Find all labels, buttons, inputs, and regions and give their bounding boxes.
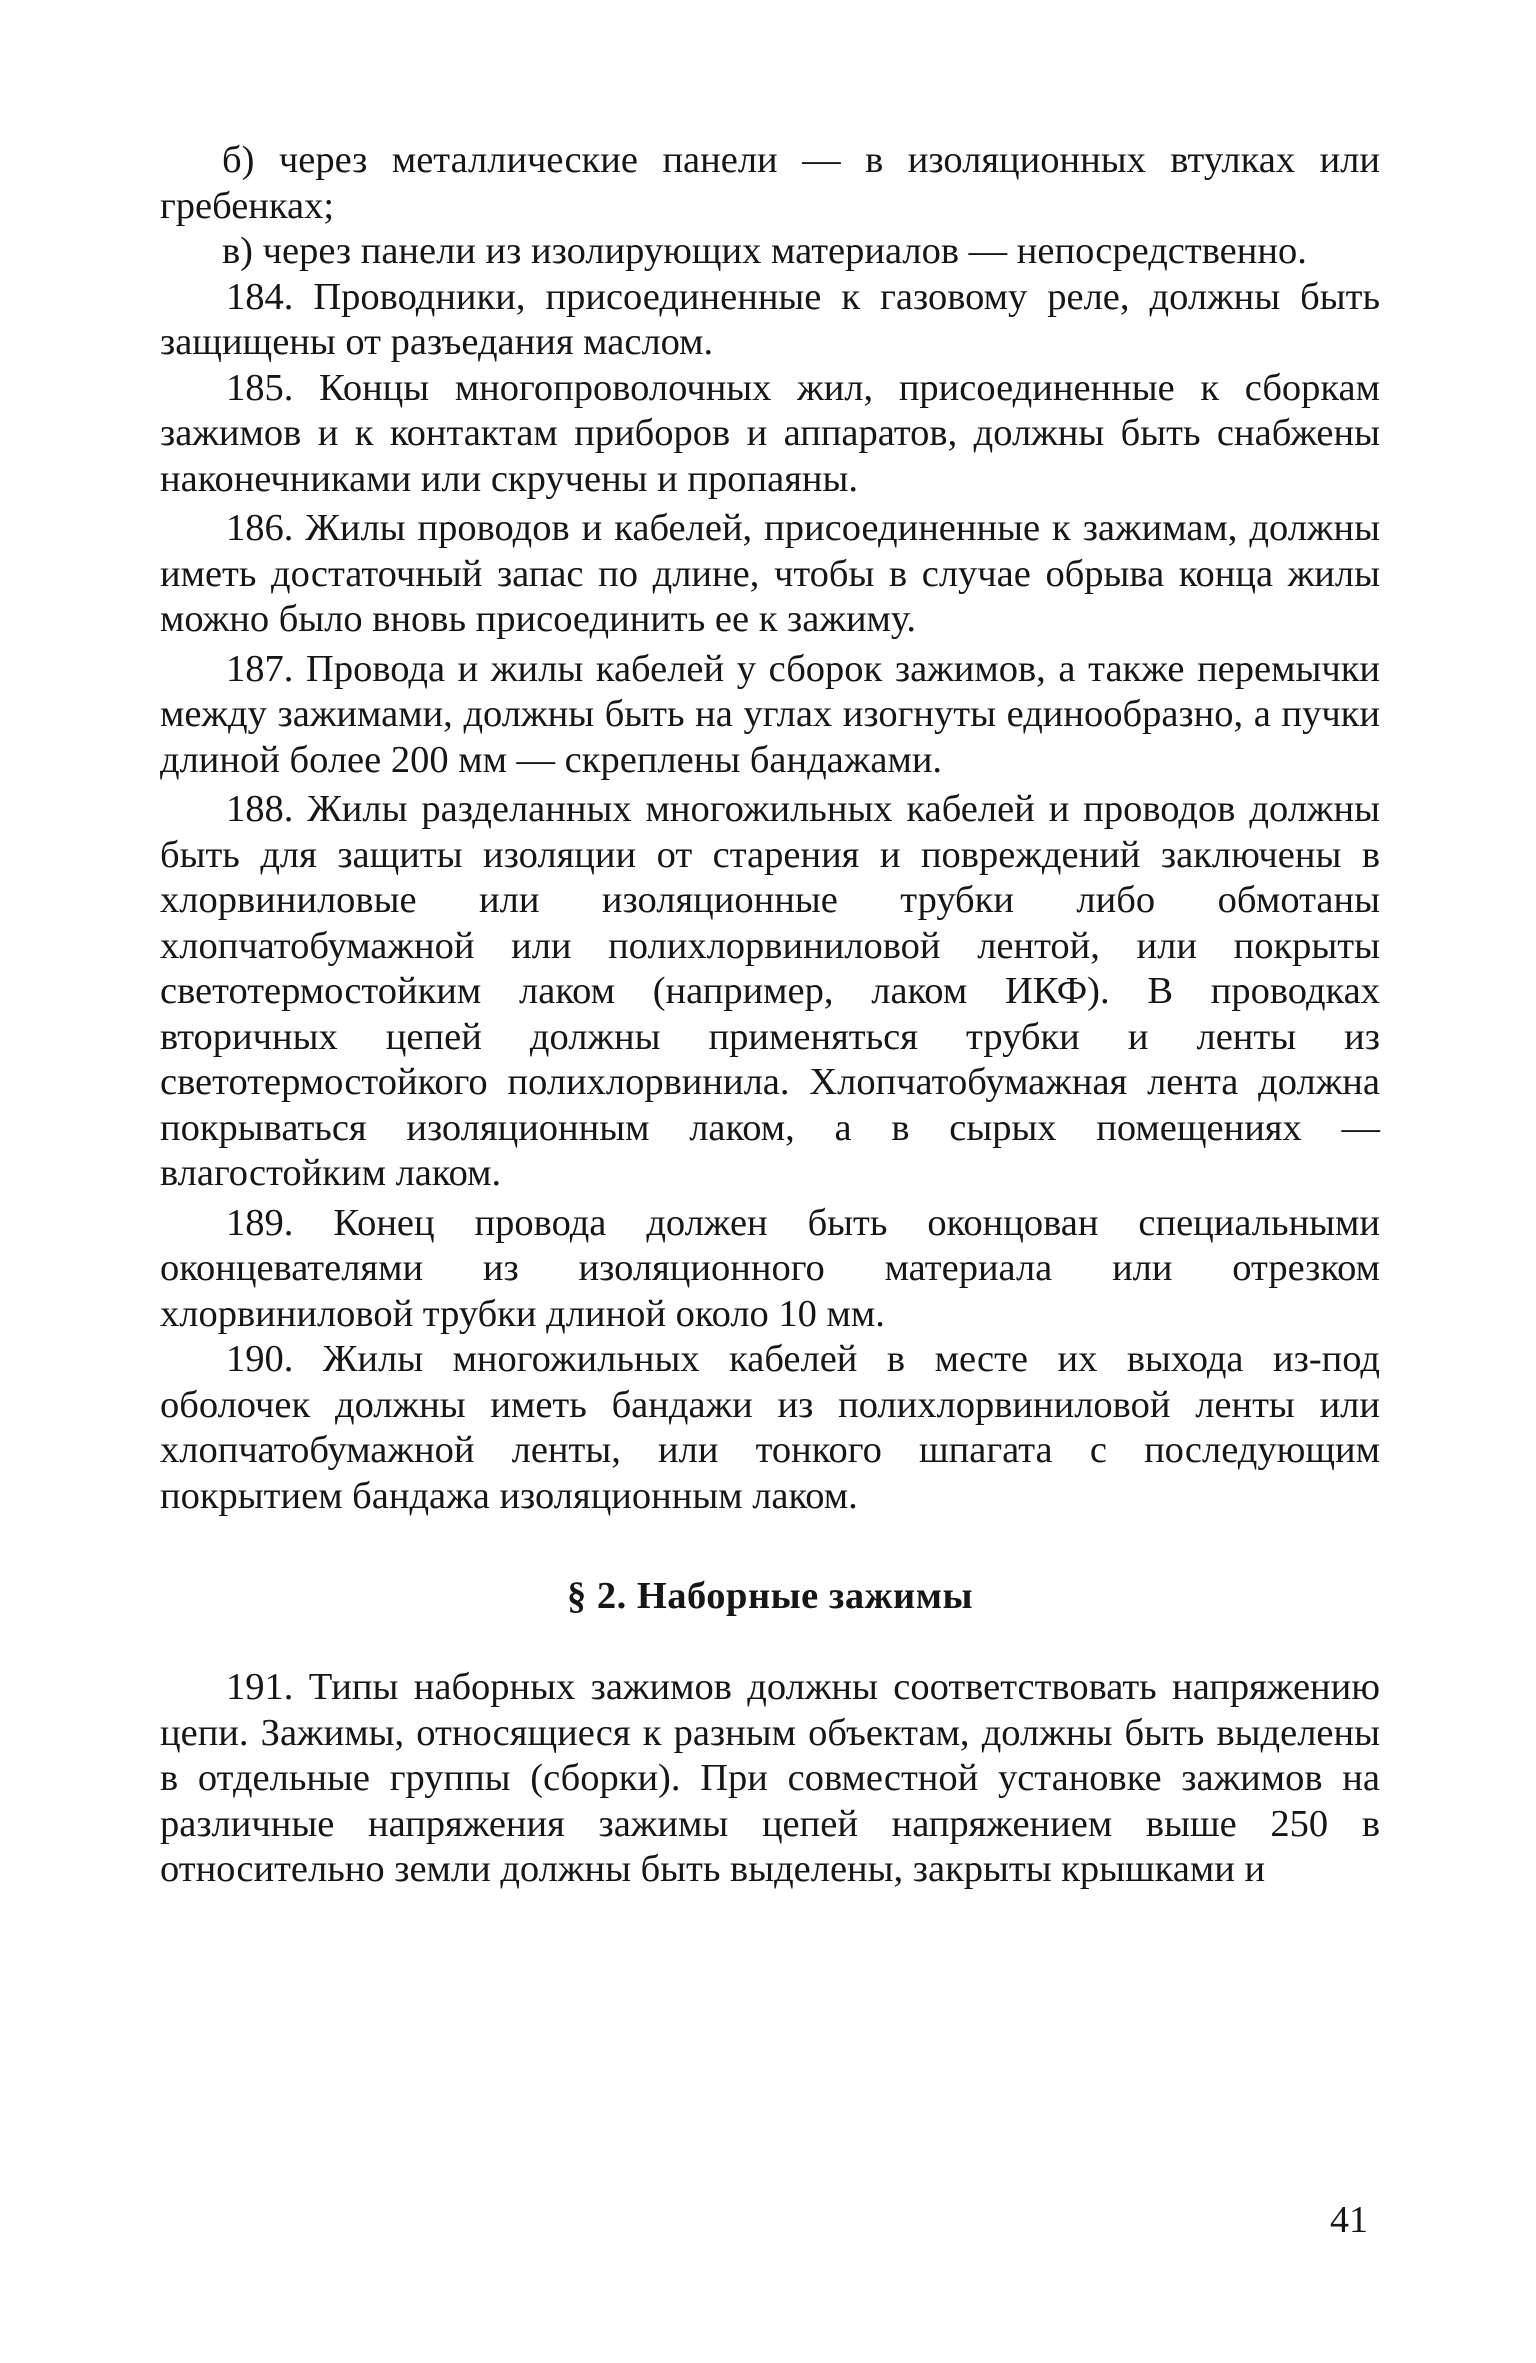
paragraph-187: 187. Провода и жилы кабелей у сборок зажимов, а также перемычки между зажимами, должны быть на углах изогнуты единообразно, а пучки длиной более 200 мм — скреплены бандажами. (160, 647, 1380, 781)
document-page (160, 138, 1380, 1893)
page-number: 41 (1330, 2199, 1368, 2241)
paragraph-185: 185. Концы многопроволочных жил, присоединенные к сборкам зажимов и к контактам приборов и аппаратов, должны быть снабжены наконечниками или скручены и пропаяны. (160, 366, 1380, 500)
paragraph-190: 190. Жилы многожильных кабелей в месте их выхода из-под оболочек должны иметь бандажи из полихлорвиниловой ленты или хлопчатобумажной ленты, или тонкого шпагата с последующим покрытием бандажа изоляционным лаком. (160, 1338, 1380, 1517)
section-heading: § 2. Наборные зажимы (566, 1575, 974, 1617)
paragraph-item-b: б) через металлические панели — в изоляционных втулках или гребенках; (160, 139, 1380, 227)
paragraph-186: 186. Жилы проводов и кабелей, присоединенные к зажимам, должны иметь достаточный запас по длине, чтобы в случае обрыва конца жилы можно было вновь присоединить ее к зажиму. (160, 507, 1380, 640)
paragraph-item-v: в) через панели из изолирующих материалов — непосредственно. (222, 230, 1307, 272)
paragraph-184: 184. Проводники, присоединенные к газовому реле, должны быть защищены от разъедания маслом. (160, 275, 1380, 363)
paragraph-188: 188. Жилы разделанных многожильных кабелей и проводов должны быть для защиты изоляции от старения и повреждений заключены в хлорвиниловые или изоляционные трубки либо обмотаны хлопчатобумажной или полихлорвиниловой лентой, или покрыты светотермостойким лаком (например, лаком ИКФ). В проводках вторичных цепей должны применяться трубки и ленты из светотермостойкого полихлорвинила. Хлопчатобумажная лента должна покрываться изоляционным лаком, а в сырых помещениях — влагостойким лаком. (160, 788, 1380, 1194)
paragraph-189: 189. Конец провода должен быть оконцован специальными оконцевателями из изоляционного материала или отрезком хлорвиниловой трубки длиной около 10 мм. (160, 1201, 1380, 1335)
paragraph-191: 191. Типы наборных зажимов должны соответствовать напряжению цепи. Зажимы, относящиеся к разным объектам, должны быть выделены в отдельные группы (сборки). При совместной установке зажимов на различные напряжения зажимы цепей напряжением выше 250 в относительно земли должны быть выделены, закрыты крышками и (160, 1666, 1380, 1890)
